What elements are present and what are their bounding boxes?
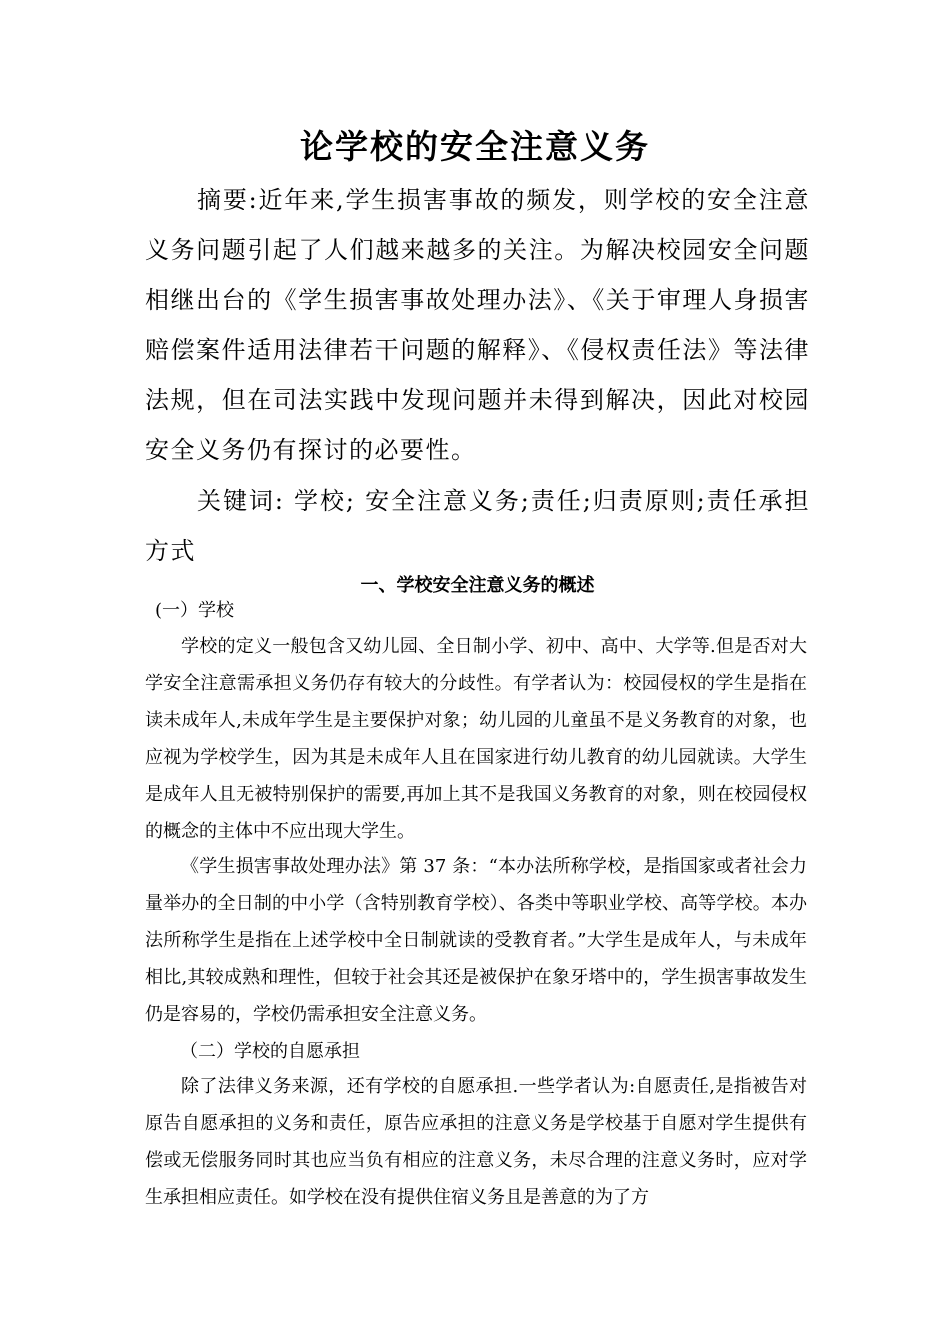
document-title: 论学校的安全注意义务 [300,127,650,166]
abstract-paragraph [145,175,810,475]
abstract-text: 摘要:近年来,学生损害事故的频发，则学校的安全注意义务问题引起了人们越来越多的关注。为解决校园安全问题相继出台的《学生损害事故处理办法》、《关于审理人身损害赔偿案件适用法律若干问题的解释》、《侵权责任法》等法律法规，但在司法实践中发现问题并未得到解决，因此对校园安全义务仍有探讨的必要性。 [145,186,810,464]
keywords-text: 关键词: 学校; 安全注意义务;责任;归责原则;责任承担方式 [145,487,810,565]
body-paragraph [145,1068,807,1216]
body-paragraph [145,848,807,1033]
subsection-heading-voluntary: （二）学校的自愿承担 [180,1041,360,1062]
keywords-paragraph [145,476,810,576]
paragraph-text: 除了法律义务来源，还有学校的自愿承担.一些学者认为:自愿责任,是指被告对原告自愿承担的义务和责任，原告应承担的注意义务是学校基于自愿对学生提供有偿或无偿服务同时其也应当负有相应的注意义务，未尽合理的注意义务时，应对学生承担相应责任。如学校在没有提供住宿义务且是善意的为了方 [145,1076,807,1208]
section-heading: 一、学校安全注意义务的概述 [360,575,595,596]
paragraph-text: 《学生损害事故处理办法》第 37 条：“本办法所称学校，是指国家或者社会力量举办的全日制的中小学（含特别教育学校）、各类中等职业学校、高等学校。本办法所称学生是指在上述学校中全日制就读的受教育者。”大学生是成年人，与未成年相比,其较成熟和理性，但较于社会其还是被保护在象牙塔中的，学生损害事故发生仍是容易的，学校仍需承担安全注意义务。 [145,856,807,1025]
body-paragraph [145,628,807,850]
subsection-heading-school: (一）学校 [155,600,235,621]
paragraph-text: 学校的定义一般包含又幼儿园、全日制小学、初中、高中、大学等.但是否对大学安全注意需承担义务仍存有较大的分歧性。有学者认为：校园侵权的学生是指在读未成年人,未成年学生是主要保护对象；幼儿园的儿童虽不是义务教育的对象，也应视为学校学生，因为其是未成年人且在国家进行幼儿教育的幼儿园就读。大学生是成年人且无被特别保护的需要,再加上其不是我国义务教育的对象，则在校园侵权的概念的主体中不应出现大学生。 [145,636,807,842]
